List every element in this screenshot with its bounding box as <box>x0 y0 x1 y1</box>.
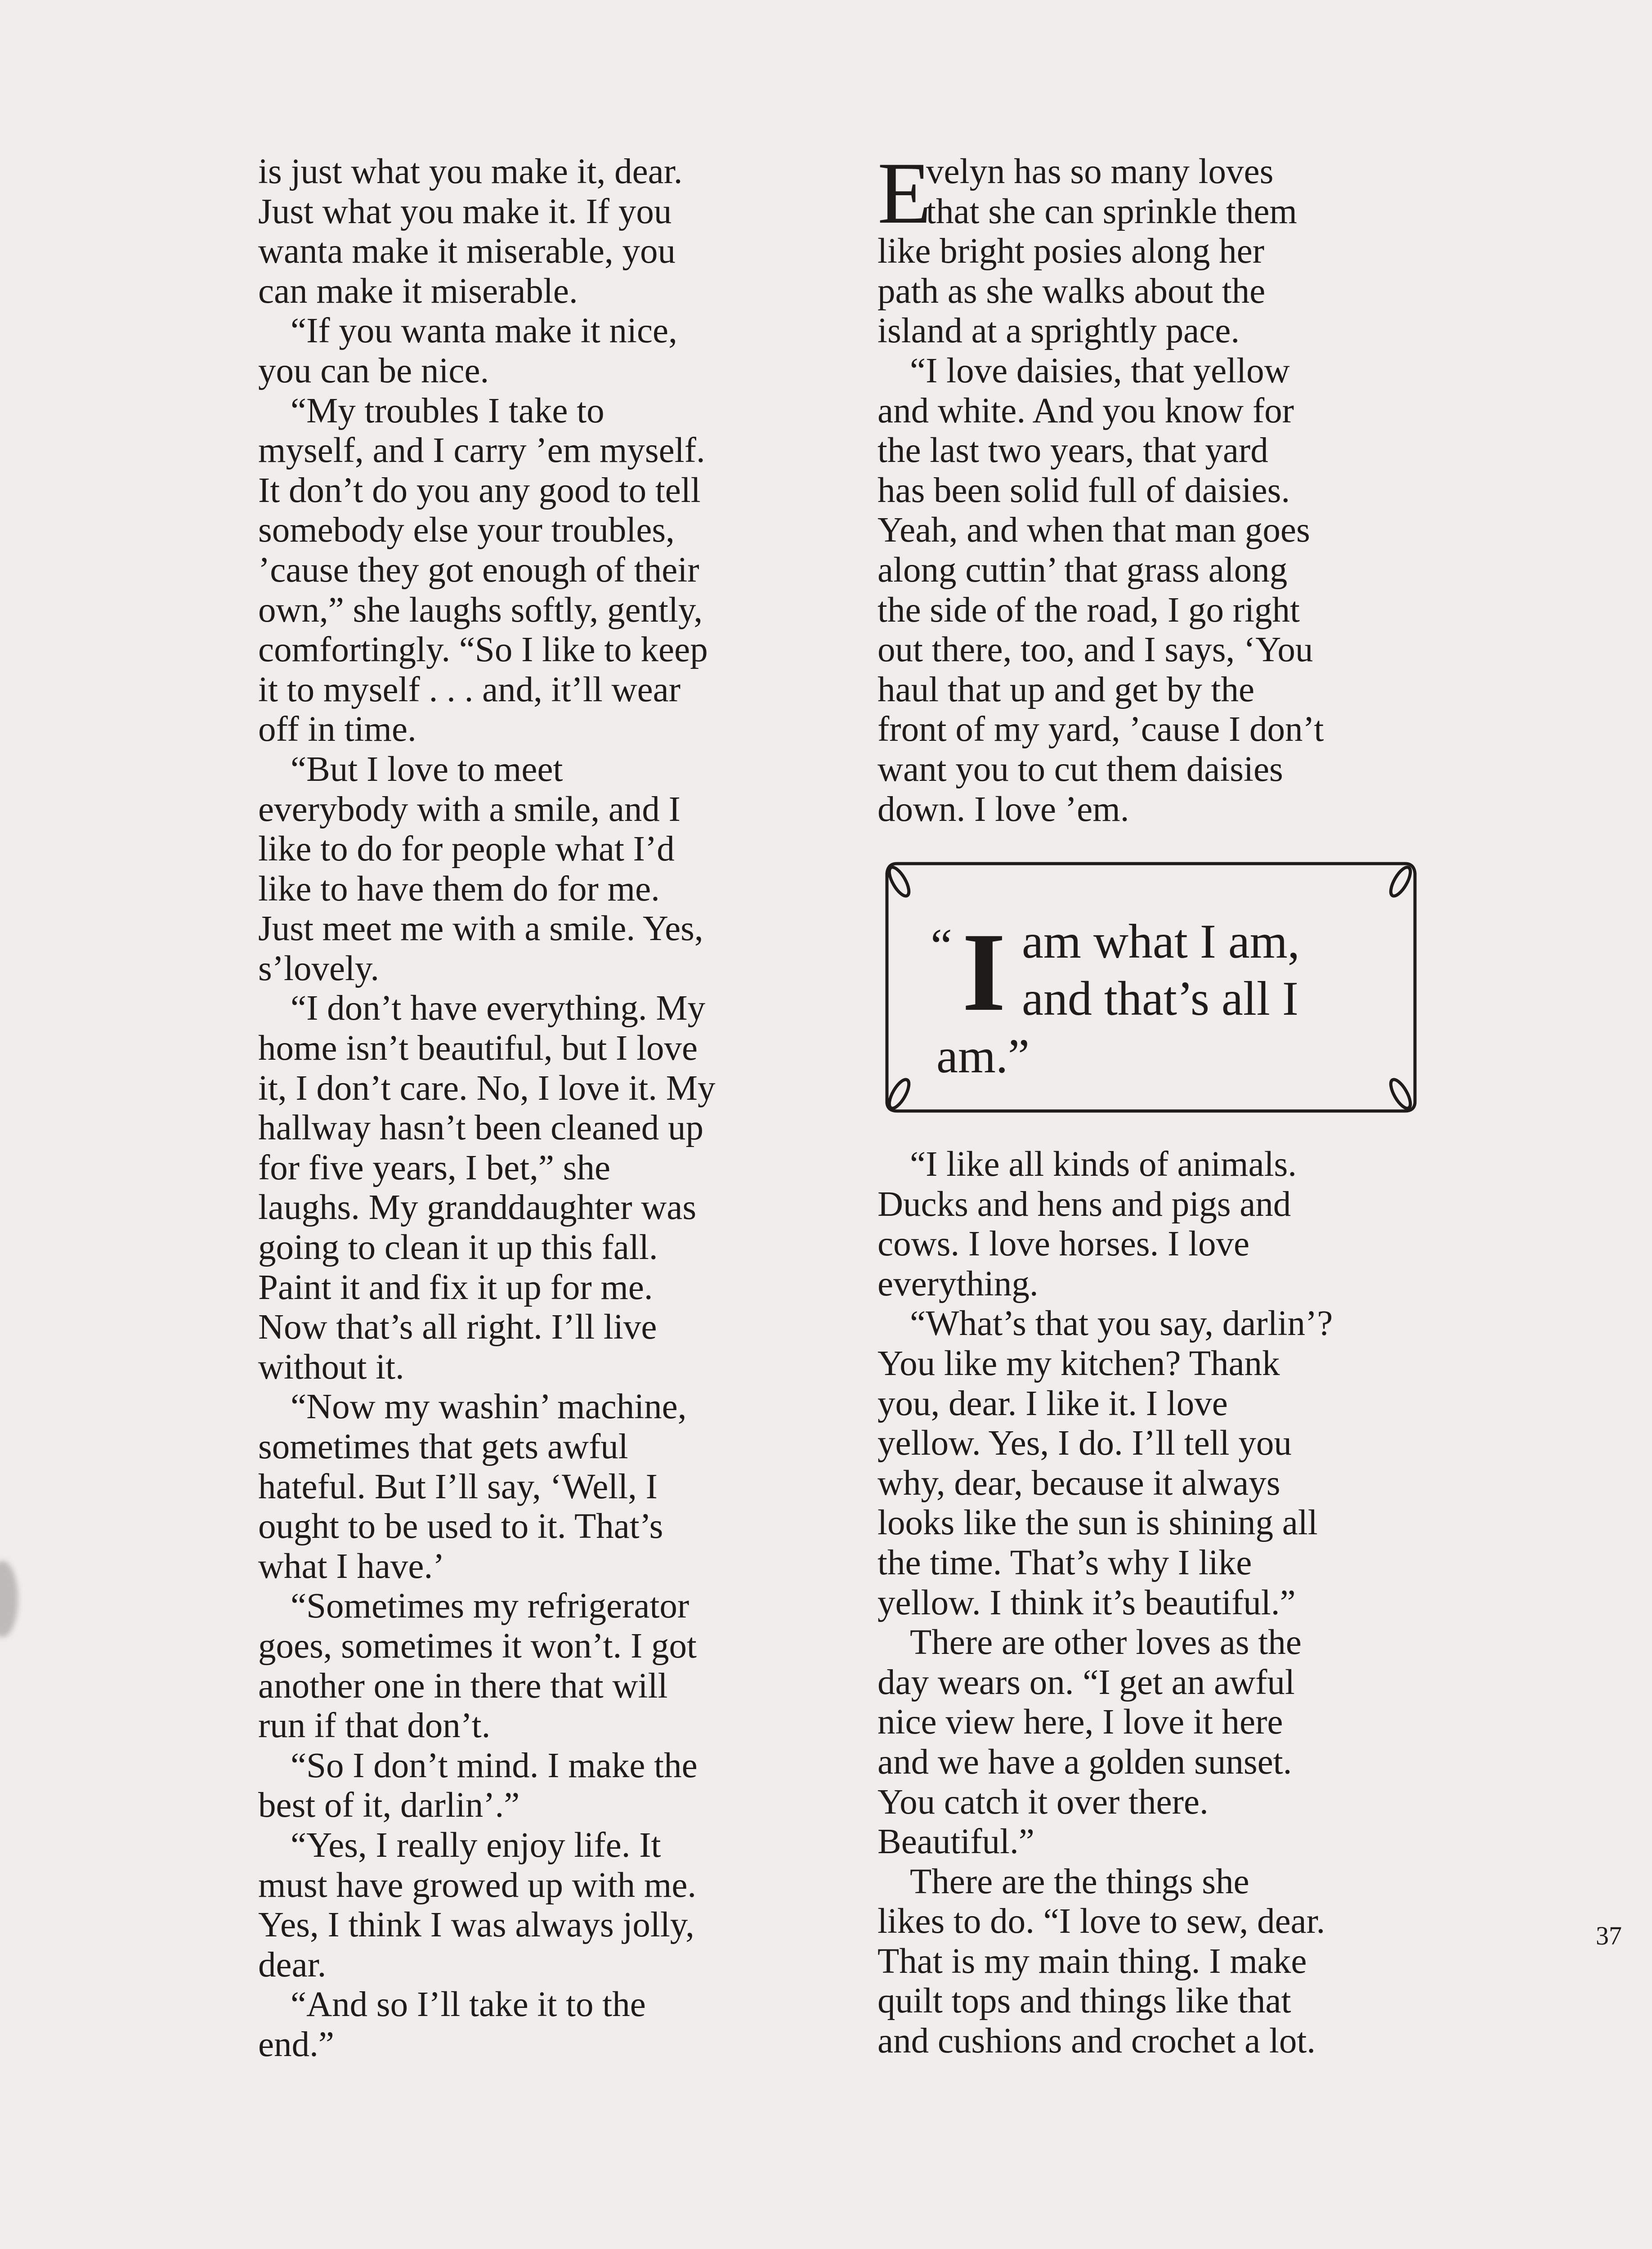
text-line: Yeah, and when that man goes <box>877 511 1310 550</box>
text-line: like to have them do for me. <box>258 869 660 909</box>
text-line: down. I love ’em. <box>877 789 1129 829</box>
text-line: hateful. But I’ll say, ‘Well, I <box>258 1467 658 1506</box>
text-line: “I like all kinds of animals. <box>910 1145 1297 1184</box>
text-line: run if that don’t. <box>258 1706 491 1746</box>
text-line: and white. And you know for <box>877 391 1294 430</box>
text-line: “Now my washin’ machine, <box>291 1387 687 1427</box>
text-line: It don’t do you any good to tell <box>258 470 701 510</box>
pull-quote-line: am what I am, <box>1022 915 1300 968</box>
text-line: without it. <box>258 1347 404 1387</box>
text-line: That is my main thing. I make <box>877 1941 1307 1981</box>
text-line: another one in there that will <box>258 1666 668 1706</box>
text-line: everything. <box>877 1264 1039 1304</box>
pull-quote-box <box>879 851 1420 1120</box>
text-line: looks like the sun is shining all <box>877 1503 1318 1543</box>
text-line: “Sometimes my refrigerator <box>291 1586 689 1626</box>
left-column <box>258 152 716 2065</box>
text-line: nice view here, I love it here <box>877 1702 1283 1742</box>
text-line: home isn’t beautiful, but I love <box>258 1029 698 1068</box>
text-line: why, dear, because it always <box>877 1463 1280 1503</box>
binding-shadow <box>0 1561 18 1637</box>
text-line: You catch it over there. <box>877 1782 1209 1822</box>
text-line: everybody with a smile, and I <box>258 789 680 829</box>
text-line: There are other loves as the <box>910 1623 1302 1662</box>
text-line: the side of the road, I go right <box>877 590 1300 630</box>
page-number: 37 <box>1596 1921 1622 1950</box>
text-line: quilt tops and things like that <box>877 1981 1291 2021</box>
text-line: cows. I love horses. I love <box>877 1224 1250 1264</box>
text-line: You like my kitchen? Thank <box>877 1344 1280 1383</box>
text-line: that she can sprinkle them <box>926 192 1297 231</box>
drop-cap: E <box>877 144 931 242</box>
text-line: like bright posies along her <box>877 232 1265 271</box>
text-line: day wears on. “I get an awful <box>877 1662 1295 1702</box>
text-line: it to myself . . . and, it’ll wear <box>258 670 681 709</box>
pull-quote-line: am.” <box>936 1030 1030 1083</box>
text-line: “My troubles I take to <box>291 391 604 430</box>
text-line: “I don’t have everything. My <box>291 989 706 1028</box>
text-line: off in time. <box>258 710 416 749</box>
text-line: front of my yard, ’cause I don’t <box>877 710 1324 749</box>
text-line: “What’s that you say, darlin’? <box>910 1304 1333 1344</box>
text-line: “But I love to meet <box>291 749 563 789</box>
text-line: myself, and I carry ’em myself. <box>258 431 705 470</box>
text-line: “If you wanta make it nice, <box>291 311 677 351</box>
text-line: Now that’s all right. I’ll live <box>258 1308 657 1347</box>
text-line: and we have a golden sunset. <box>877 1742 1292 1782</box>
text-line: for five years, I bet,” she <box>258 1148 611 1187</box>
text-line: what I have.’ <box>258 1546 445 1586</box>
text-line: like to do for people what I’d <box>258 829 675 869</box>
text-line: the last two years, that yard <box>877 431 1268 470</box>
text-line: Just what you make it. If you <box>258 192 672 231</box>
text-line: the time. That’s why I like <box>877 1543 1252 1582</box>
text-line: goes, sometimes it won’t. I got <box>258 1626 697 1666</box>
pull-quote-open-mark: “ <box>931 919 952 973</box>
text-line: velyn has so many loves <box>926 152 1274 191</box>
text-line: can make it miserable. <box>258 271 578 311</box>
text-line: end.” <box>258 2025 334 2064</box>
text-line: you can be nice. <box>258 351 489 390</box>
pull-quote-initial: I <box>962 910 1006 1035</box>
text-line: own,” she laughs softly, gently, <box>258 590 703 630</box>
text-line: best of it, darlin’.” <box>258 1786 520 1825</box>
text-line: sometimes that gets awful <box>258 1427 628 1466</box>
text-line: s’lovely. <box>258 949 380 988</box>
text-line: Beautiful.” <box>877 1822 1034 1862</box>
text-line: and cushions and crochet a lot. <box>877 2021 1316 2061</box>
text-line: dear. <box>258 1945 327 1985</box>
text-line: ’cause they got enough of their <box>258 550 699 590</box>
right-column-bottom <box>877 1145 1333 2061</box>
text-line: path as she walks about the <box>877 271 1266 311</box>
text-line: ought to be used to it. That’s <box>258 1507 663 1546</box>
text-line: must have growed up with me. <box>258 1865 697 1905</box>
text-line: is just what you make it, dear. <box>258 152 683 191</box>
text-line: somebody else your troubles, <box>258 511 675 550</box>
text-line: “So I don’t mind. I make the <box>291 1746 698 1785</box>
text-line: along cuttin’ that grass along <box>877 550 1288 590</box>
text-line: has been solid full of daisies. <box>877 470 1290 510</box>
text-line: haul that up and get by the <box>877 670 1255 709</box>
text-line: “And so I’ll take it to the <box>291 1985 646 2025</box>
text-line: “I love daisies, that yellow <box>910 351 1290 390</box>
text-line: Yes, I think I was always jolly, <box>258 1905 694 1945</box>
text-line: laughs. My granddaughter was <box>258 1188 697 1228</box>
text-line: There are the things she <box>910 1862 1249 1901</box>
text-line: out there, too, and I says, ‘You <box>877 630 1313 670</box>
text-line: you, dear. I like it. I love <box>877 1384 1228 1423</box>
text-line: Paint it and fix it up for me. <box>258 1268 653 1307</box>
text-line: likes to do. “I love to sew, dear. <box>877 1902 1325 1941</box>
text-line: wanta make it miserable, you <box>258 232 676 271</box>
text-line: hallway hasn’t been cleaned up <box>258 1108 704 1148</box>
text-line: yellow. Yes, I do. I’ll tell you <box>877 1424 1292 1463</box>
text-line: yellow. I think it’s beautiful.” <box>877 1583 1296 1622</box>
text-line: “Yes, I really enjoy life. It <box>291 1825 661 1865</box>
text-line: Ducks and hens and pigs and <box>877 1184 1291 1224</box>
pull-quote-line: and that’s all I <box>1022 972 1298 1026</box>
right-column-top <box>877 144 1324 829</box>
text-line: Just meet me with a smile. Yes, <box>258 909 703 949</box>
text-line: island at a sprightly pace. <box>877 311 1240 351</box>
text-line: going to clean it up this fall. <box>258 1228 658 1268</box>
text-line: it, I don’t care. No, I love it. My <box>258 1068 716 1108</box>
text-line: want you to cut them daisies <box>877 749 1283 789</box>
text-line: comfortingly. “So I like to keep <box>258 630 708 670</box>
